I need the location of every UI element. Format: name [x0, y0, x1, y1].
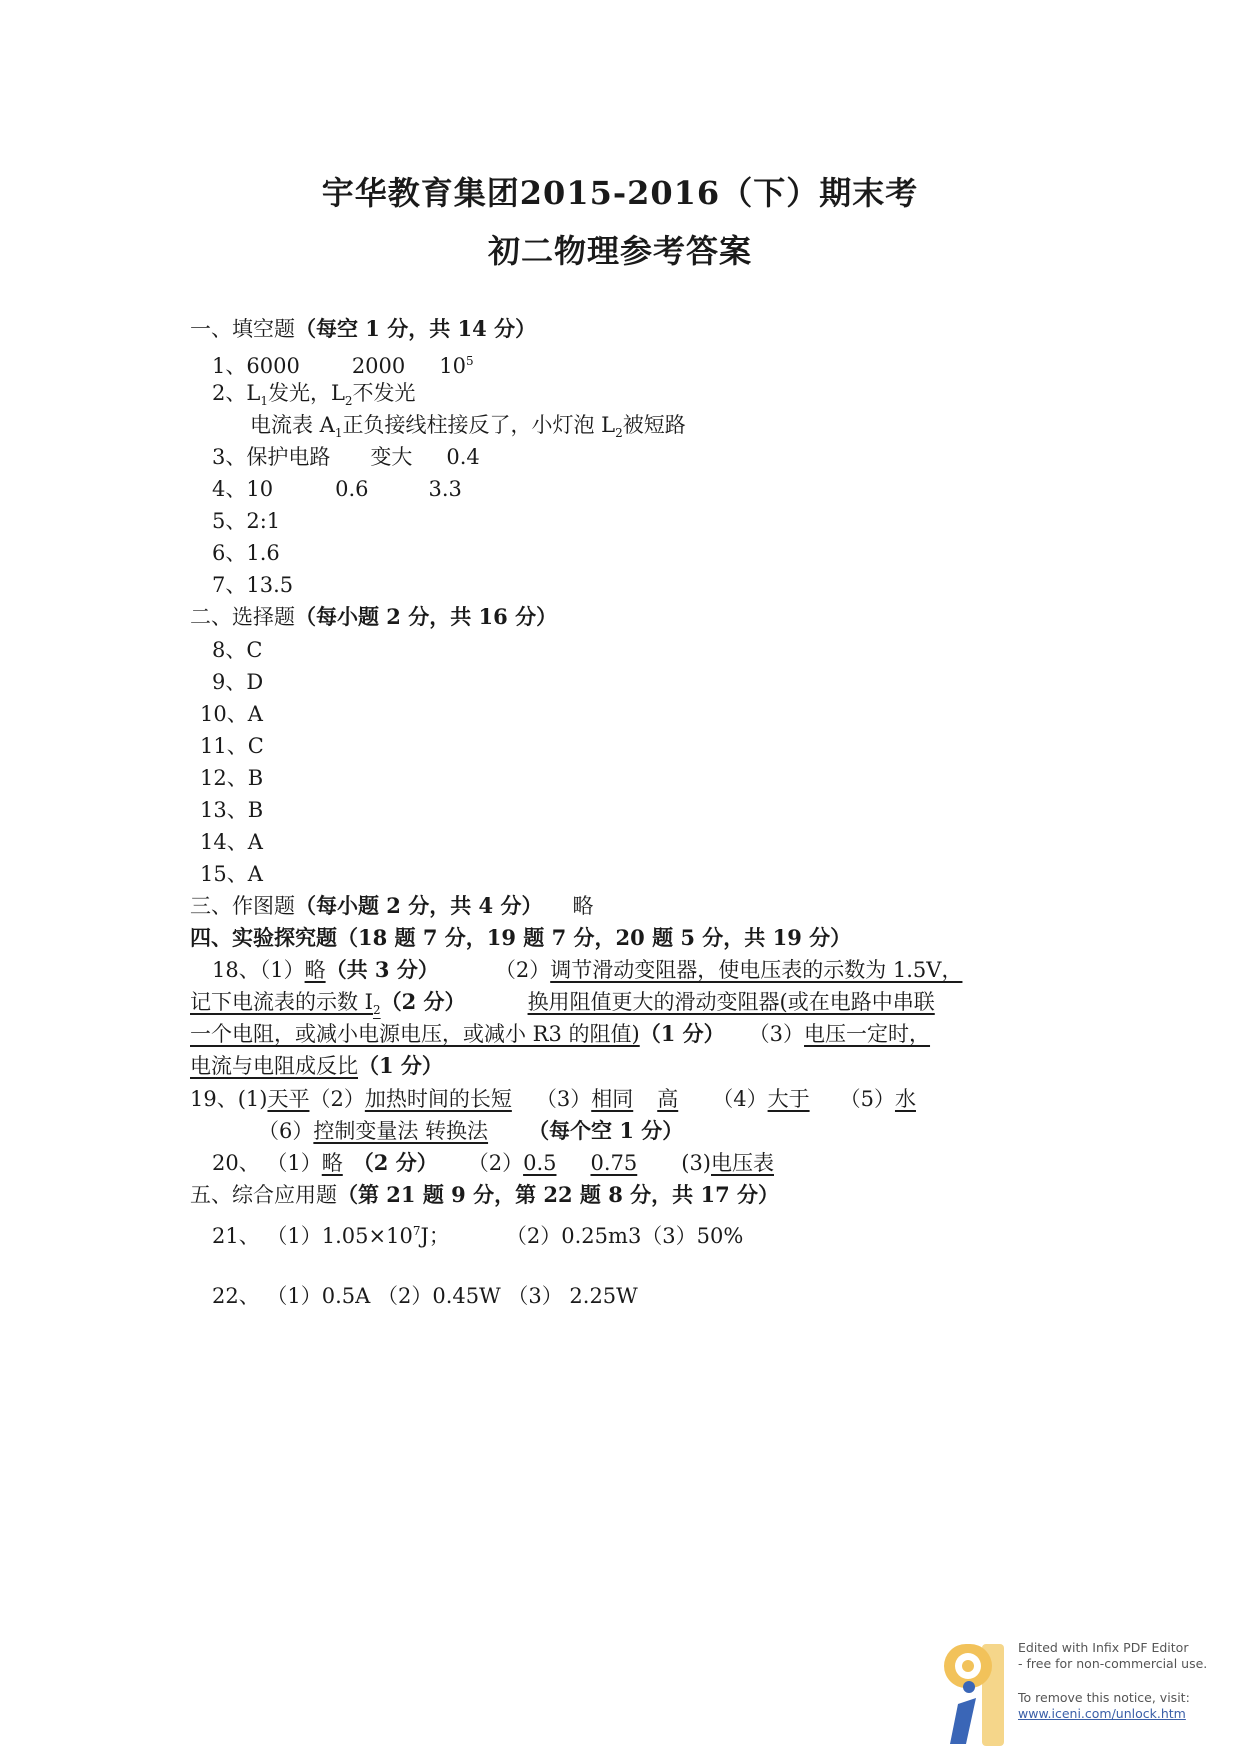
answer-q18-line2 [190, 988, 935, 1024]
q18-label: 18、（1） [212, 958, 305, 982]
document-title: 宇华教育集团2015-2016（下）期末考 [321, 174, 919, 212]
q18-answer-3-cont: 电流与电阻成反比 [190, 1054, 358, 1078]
answer-q8: 8、C [212, 638, 263, 662]
q18-sub: 2 [372, 1003, 381, 1018]
q18-answer-2b-cont: 一个电阻，或减小电源电压，或减小 R3 的阻值) [190, 1022, 640, 1046]
section-5-note: （第 21 题 9 分，第 22 题 8 分，共 17 分） [337, 1182, 780, 1207]
section-5-heading [190, 1181, 779, 1209]
section-5-title: 五、综合应用题 [190, 1183, 337, 1207]
q19-label: 19、(1) [190, 1087, 268, 1111]
answer-q7: 7、13.5 [212, 573, 294, 597]
q21-unit: J； [420, 1224, 450, 1248]
q18-answer-1: 略 [304, 958, 326, 982]
section-3-title: 三、作图题 [190, 894, 295, 918]
q18-answer-3: 电压一定时， [804, 1022, 931, 1046]
q3-answer-1: 3、保护电路 [212, 445, 331, 469]
q2-line2-text-b: 正负接线柱接反了，小灯泡 L [342, 413, 616, 437]
answer-q14: 14、A [200, 830, 263, 854]
q18-answer-2b: 换用阻值更大的滑动变阻器(或在电路中串联 [527, 990, 935, 1014]
q19-label-6: （6） [258, 1119, 314, 1143]
q20-answer-2b: 0.75 [590, 1151, 638, 1175]
answer-q19-line2 [258, 1117, 683, 1145]
answer-q10: 10、A [200, 702, 263, 726]
q1-answer-3: 10 [439, 354, 466, 378]
q19-answer-2: 加热时间的长短 [364, 1087, 512, 1111]
q1-answer-1: 1、6000 [212, 354, 300, 378]
q1-answer-2: 2000 [351, 354, 406, 378]
section-1-title: 一、填空题 [190, 317, 295, 341]
q18-score-4: （1 分） [358, 1053, 443, 1078]
answer-q18-line3 [190, 1020, 930, 1048]
answer-q2 [212, 379, 416, 415]
q2-line2-sub-1: 1 [334, 426, 343, 441]
q18-score-2: （2 分） [380, 989, 466, 1014]
infix-watermark [936, 1640, 1226, 1750]
q19-label-5: （5） [839, 1087, 895, 1111]
section-2-title: 二、选择题 [190, 605, 295, 629]
q1-answer-3-exponent: 5 [466, 354, 474, 368]
answer-q5: 5、2:1 [212, 509, 281, 533]
watermark-link[interactable]: www.iceni.com/unlock.htm [1018, 1706, 1186, 1721]
q20-label-2: （2） [467, 1151, 524, 1175]
answer-q19-line1 [190, 1085, 916, 1113]
q2-line2-text-c: 被短路 [622, 413, 686, 437]
q20-score-1: （2 分） [352, 1150, 438, 1175]
section-3-answer: 略 [572, 894, 594, 918]
q19-label-2: （2） [309, 1087, 365, 1111]
q21-exponent: 7 [412, 1224, 421, 1238]
q19-label-4: （4） [712, 1087, 768, 1111]
section-4-title: 四、实验探究题 [190, 925, 337, 950]
answer-q11: 11、C [200, 734, 264, 758]
answer-q2-line2 [250, 411, 686, 447]
section-4-note: （18 题 7 分，19 题 7 分，20 题 5 分，共 19 分） [337, 925, 852, 950]
q18-label-3: （3） [748, 1022, 805, 1046]
answer-q22: 22、 （1）0.5A （2）0.45W （3） 2.25W [212, 1284, 638, 1308]
section-1-note: （每空 1 分，共 14 分） [295, 316, 537, 341]
q4-answer-1: 4、10 [212, 477, 274, 501]
watermark-line-1: Edited with Infix PDF Editor [1018, 1640, 1189, 1655]
q19-answer-4: 大于 [767, 1087, 810, 1111]
q18-label-2: （2） [494, 958, 551, 982]
document-subtitle: 初二物理参考答案 [487, 232, 752, 270]
q2-sub-2: 2 [344, 394, 353, 409]
q21-answer-2-3: （2）0.25m3（3）50% [505, 1224, 744, 1248]
q20-label: 20、 （1） [212, 1151, 322, 1175]
answer-q12: 12、B [200, 766, 264, 790]
answer-q18-line1 [212, 956, 962, 984]
q3-answer-3: 0.4 [446, 445, 480, 469]
answer-q1 [212, 347, 474, 380]
q19-label-3: （3） [535, 1087, 592, 1111]
q19-answer-6: 控制变量法 转换法 [313, 1119, 489, 1143]
section-3-note: （每小题 2 分，共 4 分） [295, 893, 543, 918]
q19-answer-1: 天平 [267, 1087, 310, 1111]
section-2-heading [190, 603, 557, 631]
section-2-note: （每小题 2 分，共 16 分） [295, 604, 558, 629]
answer-q18-line4 [190, 1052, 443, 1080]
q2-line2-text-a: 电流表 A [250, 413, 335, 437]
q3-answer-2: 变大 [370, 445, 413, 469]
q2-sub-1: 1 [260, 394, 268, 409]
q20-answer-3: 电压表 [711, 1151, 774, 1175]
q19-answer-3a: 相同 [591, 1087, 634, 1111]
infix-logo-icon [936, 1640, 1016, 1750]
q18-score-1: （共 3 分） [325, 957, 439, 982]
q18-score-3: （1 分） [639, 1021, 725, 1046]
q4-answer-2: 0.6 [335, 477, 369, 501]
q2-text-a: 2、L [212, 381, 261, 405]
q4-answer-3: 3.3 [428, 477, 462, 501]
watermark-line-2: - free for non-commercial use. [1018, 1656, 1208, 1671]
section-3-heading [190, 892, 593, 920]
q2-text-b: 发光，L [267, 381, 345, 405]
answer-q15: 15、A [200, 862, 263, 886]
q2-line2-sub-2: 2 [615, 426, 623, 441]
answer-q13: 13、B [200, 798, 264, 822]
answer-q3 [212, 443, 480, 471]
q18-answer-2-cont: 记下电流表的示数 I [190, 990, 373, 1014]
watermark-line-3: To remove this notice, visit: [1018, 1690, 1190, 1705]
section-4-heading [190, 924, 851, 952]
answer-q20 [212, 1149, 774, 1177]
q20-label-3: (3) [681, 1151, 711, 1175]
answer-q6: 6、1.6 [212, 541, 280, 565]
q19-answer-3b: 高 [657, 1087, 679, 1111]
answer-q9: 9、D [212, 670, 264, 694]
answer-q21 [212, 1217, 743, 1250]
answer-q4 [212, 475, 462, 503]
q20-answer-1: 略 [321, 1151, 343, 1175]
q19-answer-5: 水 [894, 1087, 916, 1111]
section-1-heading [190, 315, 536, 343]
q21-answer-1: 21、 （1）1.05×10 [212, 1224, 413, 1248]
watermark-text [1018, 1640, 1207, 1722]
q2-text-c: 不发光 [352, 381, 416, 405]
q20-answer-2a: 0.5 [523, 1151, 557, 1175]
q18-answer-2: 调节滑动变阻器，使电压表的示数为 1.5V， [550, 958, 963, 982]
q19-score: （每个空 1 分） [528, 1118, 684, 1143]
